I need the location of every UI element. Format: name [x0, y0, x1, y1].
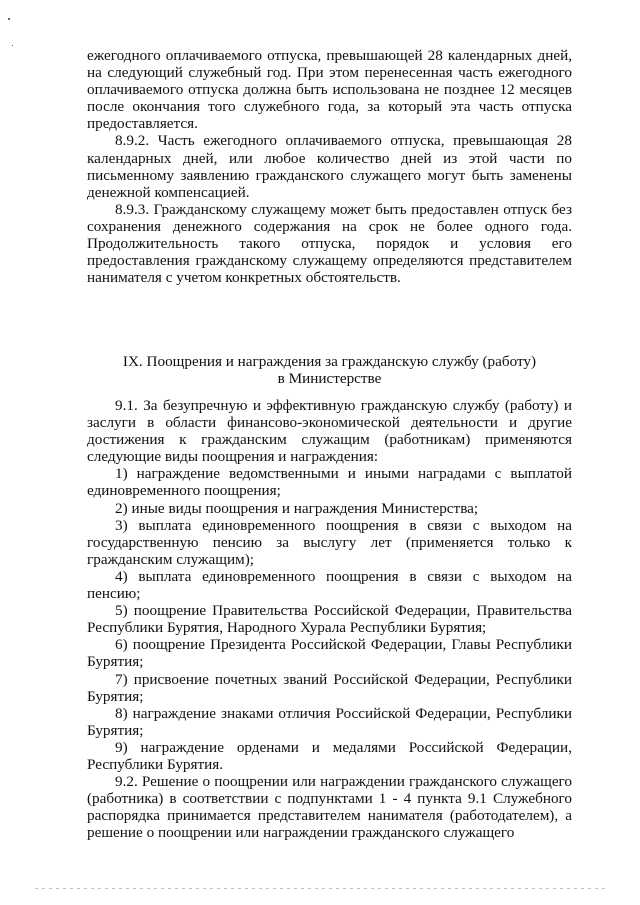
list-item: 7) присвоение почетных званий Российской Федерации, Республики Бурятия; — [87, 670, 572, 705]
scan-edge-noise — [35, 888, 605, 889]
list-item: 2) иные виды поощрения и награждения Министерства; — [115, 499, 479, 517]
paragraph-9-1: 9.1. За безупречную и эффективную гражданскую службу (работу) и заслуги в области финансово-экономической деятельности и другие достижения к гражданским служащим (работникам) применяются следующие виды поощрения и награждения: — [87, 397, 572, 466]
list-item: 5) поощрение Правительства Российской Федерации, Правительства Республики Бурятия, Народного Хурала Республики Бурятия; — [87, 602, 572, 637]
list-item: 1) награждение ведомственными и иными наградами с выплатой единовременного поощрения; — [87, 465, 572, 500]
paragraph-9-2: 9.2. Решение о поощрении или награждении гражданского служащего (работника) в соответствии с подпунктами 1 - 4 пункта 9.1 Служебного распорядка принимается представителем нанимателя (работодателем), а решение о поощрении или награждении гражданского служащего — [87, 773, 572, 842]
scan-speck — [12, 45, 13, 46]
list-item: 9) награждение орденами и медалями Российской Федерации, Республики Бурятия. — [87, 738, 572, 773]
section-heading — [87, 353, 572, 387]
section-text-block — [87, 397, 572, 841]
paragraph-continuation: ежегодного оплачиваемого отпуска, превышающей 28 календарных дней, на следующий служебный год. При этом перенесенная часть ежегодного оплачиваемого отпуска должна быть использована не позднее 12 месяцев после окончания того служебного года, за который эта часть отпуска предоставляется. — [87, 47, 572, 133]
paragraph-8-9-3: 8.9.3. Гражданскому служащему может быть предоставлен отпуск без сохранения денежного содержания на срок не более одного года. Продолжительность такого отпуска, порядок и условия его предоставления гражданскому служащему определяются представителем нанимателя с учетом конкретных обстоятельств. — [87, 200, 572, 287]
list-item: 3) выплата единовременного поощрения в связи с выходом на государственную пенсию за выслугу лет (применяется только к гражданским служащим); — [87, 516, 572, 568]
scan-speck — [8, 18, 10, 20]
section-heading-line1: IX. Поощрения и награждения за гражданскую службу (работу) — [122, 353, 537, 370]
section-heading-line2: в Министерстве — [277, 370, 382, 388]
list-item: 4) выплата единовременного поощрения в связи с выходом на пенсию; — [87, 567, 572, 603]
list-item: 8) награждение знаками отличия Российской Федерации, Республики Бурятия; — [87, 704, 572, 739]
paragraph-8-9-2: 8.9.2. Часть ежегодного оплачиваемого отпуска, превышающая 28 календарных дней, или любое количество дней из этой части по письменному заявлению гражданского служащего могут быть заменены денежной компенсацией. — [87, 132, 572, 201]
top-text-block — [87, 47, 572, 286]
list-item: 6) поощрение Президента Российской Федерации, Главы Республики Бурятия; — [87, 636, 572, 671]
